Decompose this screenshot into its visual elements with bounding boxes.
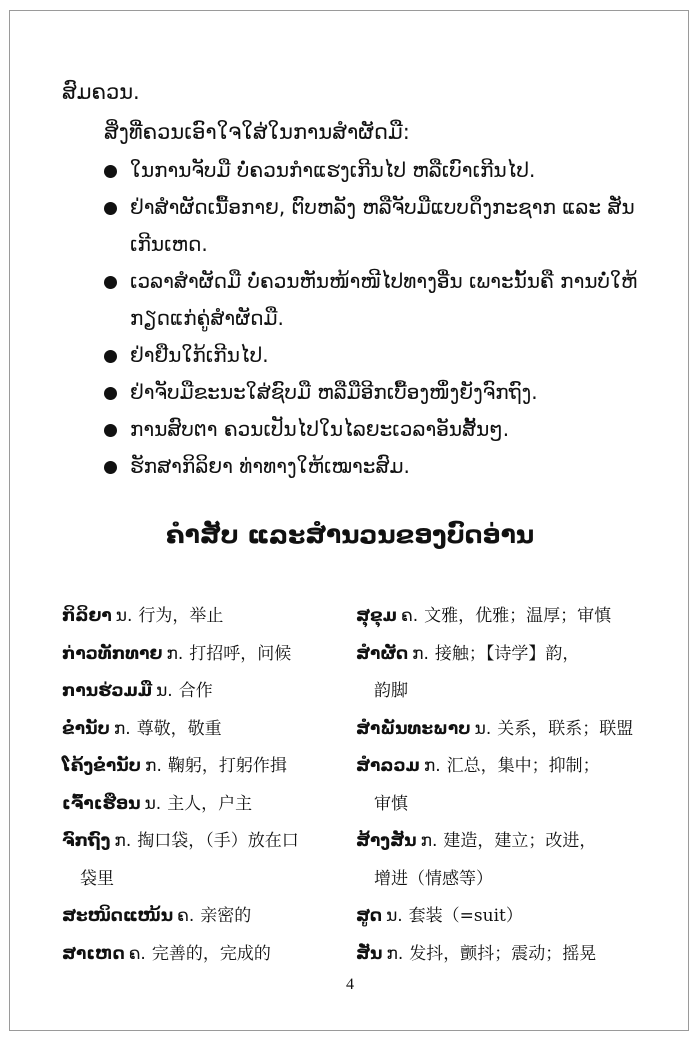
vocab-gloss: 主人，户主 bbox=[167, 793, 253, 814]
vocab-gloss: 亲密的 bbox=[200, 906, 252, 926]
vocab-gloss: 审慎 bbox=[374, 793, 408, 814]
list-item bbox=[104, 152, 644, 189]
part-of-speech: ກ. bbox=[412, 643, 429, 664]
part-of-speech: ກ. bbox=[420, 831, 438, 851]
vocab-gloss: 掏口袋，（手）放在口 bbox=[137, 831, 299, 851]
bullet-icon bbox=[104, 461, 117, 474]
vocab-gloss: 鞠躬，打躬作揖 bbox=[167, 756, 287, 776]
vocab-entry bbox=[356, 636, 646, 674]
vocab-entry bbox=[62, 673, 337, 711]
vocab-gloss: 韵脚 bbox=[374, 681, 408, 701]
vocab-gloss: 合作 bbox=[178, 681, 213, 701]
vocabulary-right-column bbox=[356, 598, 646, 973]
vocab-gloss: 发抖，颤抖；震动；摇晃 bbox=[409, 943, 597, 964]
bullet-icon bbox=[104, 424, 117, 437]
vocab-term: ສັ່ນ bbox=[356, 943, 383, 964]
part-of-speech: ກ. bbox=[114, 831, 132, 851]
list-item bbox=[104, 263, 644, 337]
vocab-gloss: 关系，联系；联盟 bbox=[497, 718, 634, 739]
part-of-speech: ນ. bbox=[386, 906, 403, 926]
vocab-term: ກ່າວທັກທາຍ bbox=[62, 643, 163, 664]
vocab-gloss: 文雅，优雅；温厚；审慎 bbox=[424, 606, 612, 626]
list-item-text: ຢ່າຢືນໃກ້ເກີນໄປ. bbox=[130, 343, 269, 367]
part-of-speech: ຄ. bbox=[128, 943, 146, 964]
vocab-gloss: 袋里 bbox=[80, 868, 114, 889]
vocab-entry bbox=[356, 598, 646, 636]
bullet-icon bbox=[104, 276, 117, 289]
vocab-entry-continuation bbox=[62, 861, 337, 899]
vocab-gloss: 接触；【诗学】韵， bbox=[434, 643, 580, 664]
vocab-term: ສຸຂຸມ bbox=[356, 606, 397, 626]
vocab-entry bbox=[62, 786, 337, 824]
part-of-speech: ນ. bbox=[474, 718, 492, 739]
vocab-gloss: 套装（=suit） bbox=[408, 906, 523, 926]
list-item-text: ການສົບຕາ ຄວນເປັນໄປໃນໄລຍະເວລາອັນສັ້ນໆ. bbox=[130, 417, 510, 441]
bullet-icon bbox=[104, 350, 117, 363]
part-of-speech: ກ. bbox=[386, 943, 404, 964]
vocab-entry bbox=[356, 898, 646, 936]
part-of-speech: ຄ. bbox=[177, 906, 195, 926]
vocab-term: ກິລິຍາ bbox=[62, 606, 112, 626]
list-item-text: ຢ່າຈັບມືຂະນະໃສ່ຊົບມື ຫລືມືອີກເບື້ອງໜຶ່ງຍັງຈົກຖົງ. bbox=[130, 380, 538, 404]
part-of-speech: ກ. bbox=[166, 643, 184, 664]
vocab-term: ຂ່ຳນັບ bbox=[62, 718, 110, 739]
part-of-speech: ຄ. bbox=[401, 606, 419, 626]
intro-text: ສົມຄວນ. bbox=[62, 80, 140, 104]
lead-text: ສິ່ງທີ່ຄວນເອົາໃຈໃສ່ໃນການສຳຜັດມື: bbox=[104, 120, 410, 144]
vocab-entry bbox=[62, 711, 337, 749]
list-item-text: ໃນການຈັບມື ບໍ່ຄວນກຳແຮງເກີນໄປ ຫລືເບົາເກີນໄປ. bbox=[130, 158, 536, 182]
bullet-icon bbox=[104, 165, 117, 178]
part-of-speech: ກ. bbox=[113, 718, 131, 739]
page-number: 4 bbox=[346, 976, 354, 993]
vocab-gloss: 建造，建立；改进， bbox=[443, 831, 597, 851]
vocab-entry bbox=[62, 636, 337, 674]
list-item-text: ຮັກສາກິລິຍາ ທ່າທາງໃຫ້ເໝາະສົມ. bbox=[130, 454, 410, 478]
vocab-entry bbox=[356, 711, 646, 749]
vocab-term: ສຳລວມ bbox=[356, 756, 420, 776]
vocab-term: ສ້າງສັນ bbox=[356, 831, 417, 851]
part-of-speech: ກ. bbox=[423, 756, 441, 776]
vocab-term: ສະໜິດແໜ້ນ bbox=[62, 906, 174, 926]
vocab-gloss: 行为，举止 bbox=[138, 606, 224, 626]
list-item bbox=[104, 411, 644, 448]
vocab-gloss: 汇总，集中；抑制； bbox=[446, 756, 600, 776]
vocab-term: ໂຄ້ງຂ່ຳນັບ bbox=[62, 756, 142, 776]
vocab-entry-continuation bbox=[356, 786, 646, 824]
vocab-entry-continuation bbox=[356, 861, 646, 899]
vocab-term: ການຮ່ວມມື bbox=[62, 681, 153, 701]
part-of-speech: ກ. bbox=[145, 756, 162, 776]
tips-list bbox=[104, 152, 644, 485]
vocab-term: ເຈົ້າເຮືອນ bbox=[62, 793, 141, 814]
vocab-gloss: 完善的，完成的 bbox=[151, 943, 271, 964]
vocab-term: ສາເຫດ bbox=[62, 943, 125, 964]
vocab-entry bbox=[62, 748, 337, 786]
list-item bbox=[104, 374, 644, 411]
list-item bbox=[104, 337, 644, 374]
vocab-term: ສູດ bbox=[356, 906, 383, 926]
vocabulary-left-column bbox=[62, 598, 337, 973]
vocab-gloss: 打招呼，问候 bbox=[189, 643, 292, 664]
list-item bbox=[104, 189, 644, 263]
vocab-entry bbox=[356, 748, 646, 786]
vocab-term: ສຳຜັດ bbox=[356, 643, 409, 664]
vocab-entry bbox=[62, 936, 337, 974]
bullet-icon bbox=[104, 202, 117, 215]
list-item bbox=[104, 448, 644, 485]
vocabulary-heading: ຄຳສັບ ແລະສຳນວນຂອງບົດອ່ານ bbox=[165, 520, 535, 549]
vocab-entry bbox=[356, 936, 646, 974]
vocab-entry bbox=[62, 598, 337, 636]
vocab-entry-continuation bbox=[356, 673, 646, 711]
vocab-gloss: 尊敬，敬重 bbox=[136, 718, 222, 739]
vocab-entry bbox=[356, 823, 646, 861]
vocab-term: ສຳພັນທະພາບ bbox=[356, 718, 471, 739]
list-item-text: ຢ່າສຳຜັດເນື້ອກາຍ, ຕົບຫລັງ ຫລືຈັບມືແບບດຶງກະຊາກ ແລະ ສັ່ນເກີນເຫດ. bbox=[130, 195, 635, 256]
vocab-entry bbox=[62, 823, 337, 861]
vocab-gloss: 增进（情感等） bbox=[374, 868, 493, 889]
part-of-speech: ນ. bbox=[115, 606, 133, 626]
bullet-icon bbox=[104, 387, 117, 400]
part-of-speech: ນ. bbox=[156, 681, 173, 701]
list-item-text: ເວລາສຳຜັດມື ບໍ່ຄວນຫັນໜ້າໜີໄປທາງອື່ນ ເພາະນັ້ນຄື ການບໍ່ໃຫ້ກຽດແກ່ຄູ່ສຳຜັດມື. bbox=[130, 269, 638, 330]
vocab-term: ຈົກຖົງ bbox=[62, 831, 111, 851]
part-of-speech: ນ. bbox=[144, 793, 162, 814]
vocab-entry bbox=[62, 898, 337, 936]
